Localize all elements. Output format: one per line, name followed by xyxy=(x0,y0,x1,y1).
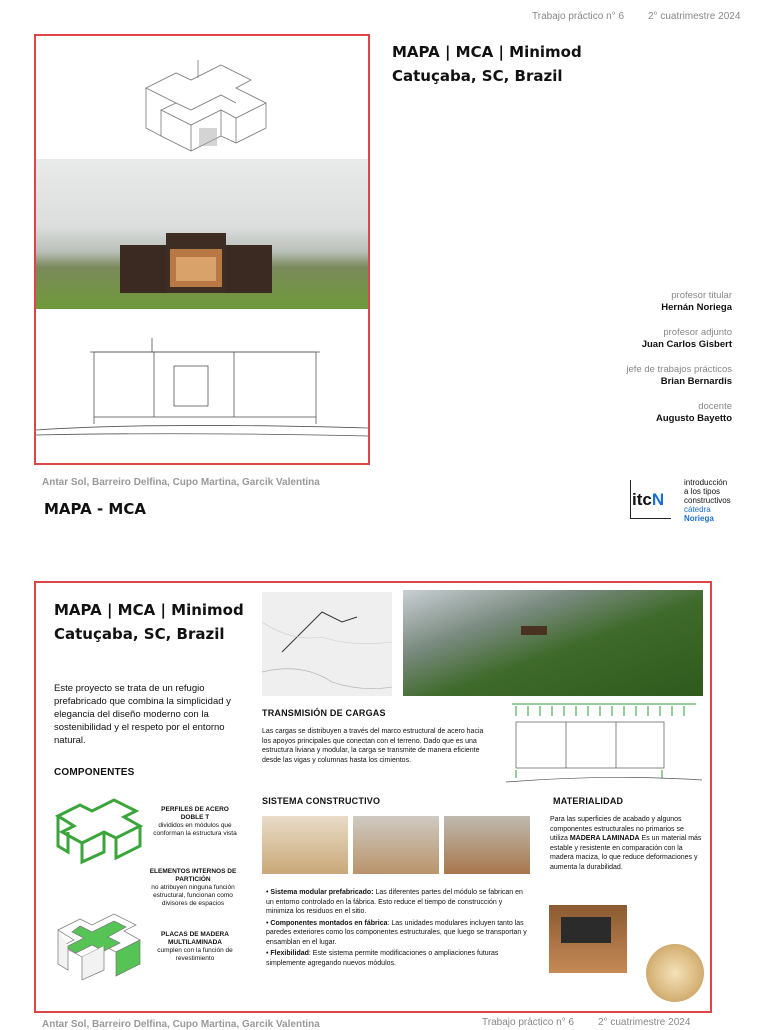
construction-photo-1 xyxy=(262,816,348,874)
staff-name: Augusto Bayetto xyxy=(656,413,732,424)
logo-mark-right: N xyxy=(651,490,665,509)
laminated-wood-sample xyxy=(646,944,704,1002)
sistema-bullet: • Componentes montados en fábrica: Las unidades modulares incluyen tanto las paredes exteriores como los componentes estructurales, que luego se transportan y ensamblan en el lugar. xyxy=(266,919,527,946)
transmision-heading: TRANSMISIÓN DE CARGAS xyxy=(262,708,386,718)
board-authors: Antar Sol, Barreiro Delfina, Cupo Martina, Garcik Valentina xyxy=(42,1019,320,1030)
logo-mark-left: itc xyxy=(632,490,652,509)
cover-title-line1: MAPA | MCA | Minimod xyxy=(392,43,582,61)
construction-photo-3 xyxy=(444,816,530,874)
label-perfiles xyxy=(150,806,240,838)
logo-line: a los tipos xyxy=(684,487,721,496)
materialidad-heading: MATERIALIDAD xyxy=(553,796,624,806)
cover-subtitle: MAPA - MCA xyxy=(44,500,146,518)
componentes-heading: COMPONENTES xyxy=(54,767,135,778)
staff-role: jefe de trabajos prácticos xyxy=(626,364,732,375)
logo-line: introducción xyxy=(684,478,728,487)
itcn-logo xyxy=(630,478,740,522)
board-intro: Este proyecto se trata de un refugio prefabricado que combina la simplicidad y elegancia del diseño moderno con la sostenibilidad y el respeto por el entorno natural. xyxy=(54,683,231,746)
steel-frame-diagram xyxy=(54,790,144,865)
sistema-bullet: • Flexibilidad: Este sistema permite modificaciones o ampliaciones futuras simplemente agregando nuevos módulos. xyxy=(266,950,499,967)
staff-name: Juan Carlos Gisbert xyxy=(641,339,732,350)
cover-title-line2: Catuçaba, SC, Brazil xyxy=(392,67,563,85)
logo-highlight: Noriega xyxy=(684,514,714,523)
staff-role: docente xyxy=(698,401,732,412)
staff-list xyxy=(600,290,732,438)
location-map xyxy=(262,592,392,696)
load-diagram xyxy=(506,700,702,788)
label-particion-text: no atribuyen ninguna función estructural, funcionan como divisores de espacios xyxy=(151,884,235,907)
header-term: 2° cuatrimestre 2024 xyxy=(648,11,741,22)
staff-role: profesor titular xyxy=(671,290,732,301)
label-placas-text: cumplen con la función de revestimiento xyxy=(157,947,233,962)
section-drawing xyxy=(36,332,368,437)
board-title: MAPA | MCA | Minimod Catuçaba, SC, Brazil xyxy=(54,601,244,643)
sistema-heading: SISTEMA CONSTRUCTIVO xyxy=(262,796,381,806)
label-perfiles-title: PERFILES DE ACERO DOBLE T xyxy=(161,806,229,821)
staff-name: Hernán Noriega xyxy=(661,302,732,313)
cover-frame xyxy=(34,34,370,465)
plywood-diagram xyxy=(54,904,150,984)
landscape-photo xyxy=(403,590,703,696)
cover-title xyxy=(392,40,582,88)
logo-line: cátedra xyxy=(684,505,711,514)
staff-name: Brian Bernardis xyxy=(660,376,732,387)
board-footer-tp: Trabajo práctico n° 6 xyxy=(482,1017,575,1028)
label-perfiles-text: divididos en módulos que conforman la estructura vista xyxy=(153,822,237,837)
sistema-bullet: • Sistema modular prefabricado: Las diferentes partes del módulo se fabrican en un entorno controlado en la fábrica. Esto reduce el tiempo de construcción y minimiza los residuos en el sitio. xyxy=(266,889,523,915)
label-particion-title: ELEMENTOS INTERNOS DE PARTICIÓN xyxy=(149,868,237,883)
staff-role: profesor adjunto xyxy=(663,327,732,338)
label-placas-title: PLACAS DE MADERA MULTILAMINADA xyxy=(161,931,229,946)
construction-photo-2 xyxy=(353,816,439,874)
axonometric-drawing xyxy=(141,48,271,160)
label-placas xyxy=(150,931,240,963)
materialidad-text: Para las superficies de acabado y algunos componentes estructurales no primarios se utiliza MADERA LAMINADA Es un material más estable y resistente en comparación con la madera maciza, lo que reduce deformaciones y aumenta la durabilidad. xyxy=(550,816,702,871)
transmision-text: Las cargas se distribuyen a través del marco estructural de acero hacia los apoyos principales que conectan con el terreno. Dado que es una estructura liviana y modular, la carga se transmite de manera eficiente desde las vigas y columnas hasta los cimientos. xyxy=(262,728,484,764)
logo-line: constructivos xyxy=(684,496,731,505)
cover-authors: Antar Sol, Barreiro Delfina, Cupo Martina, Garcik Valentina xyxy=(42,477,320,488)
header-tp: Trabajo práctico n° 6 xyxy=(532,11,625,22)
label-particion xyxy=(140,868,246,908)
board-footer-term: 2° cuatrimestre 2024 xyxy=(598,1017,691,1028)
sistema-bullets xyxy=(266,888,528,968)
interior-photo xyxy=(549,905,627,973)
cabin-photo xyxy=(36,159,368,309)
